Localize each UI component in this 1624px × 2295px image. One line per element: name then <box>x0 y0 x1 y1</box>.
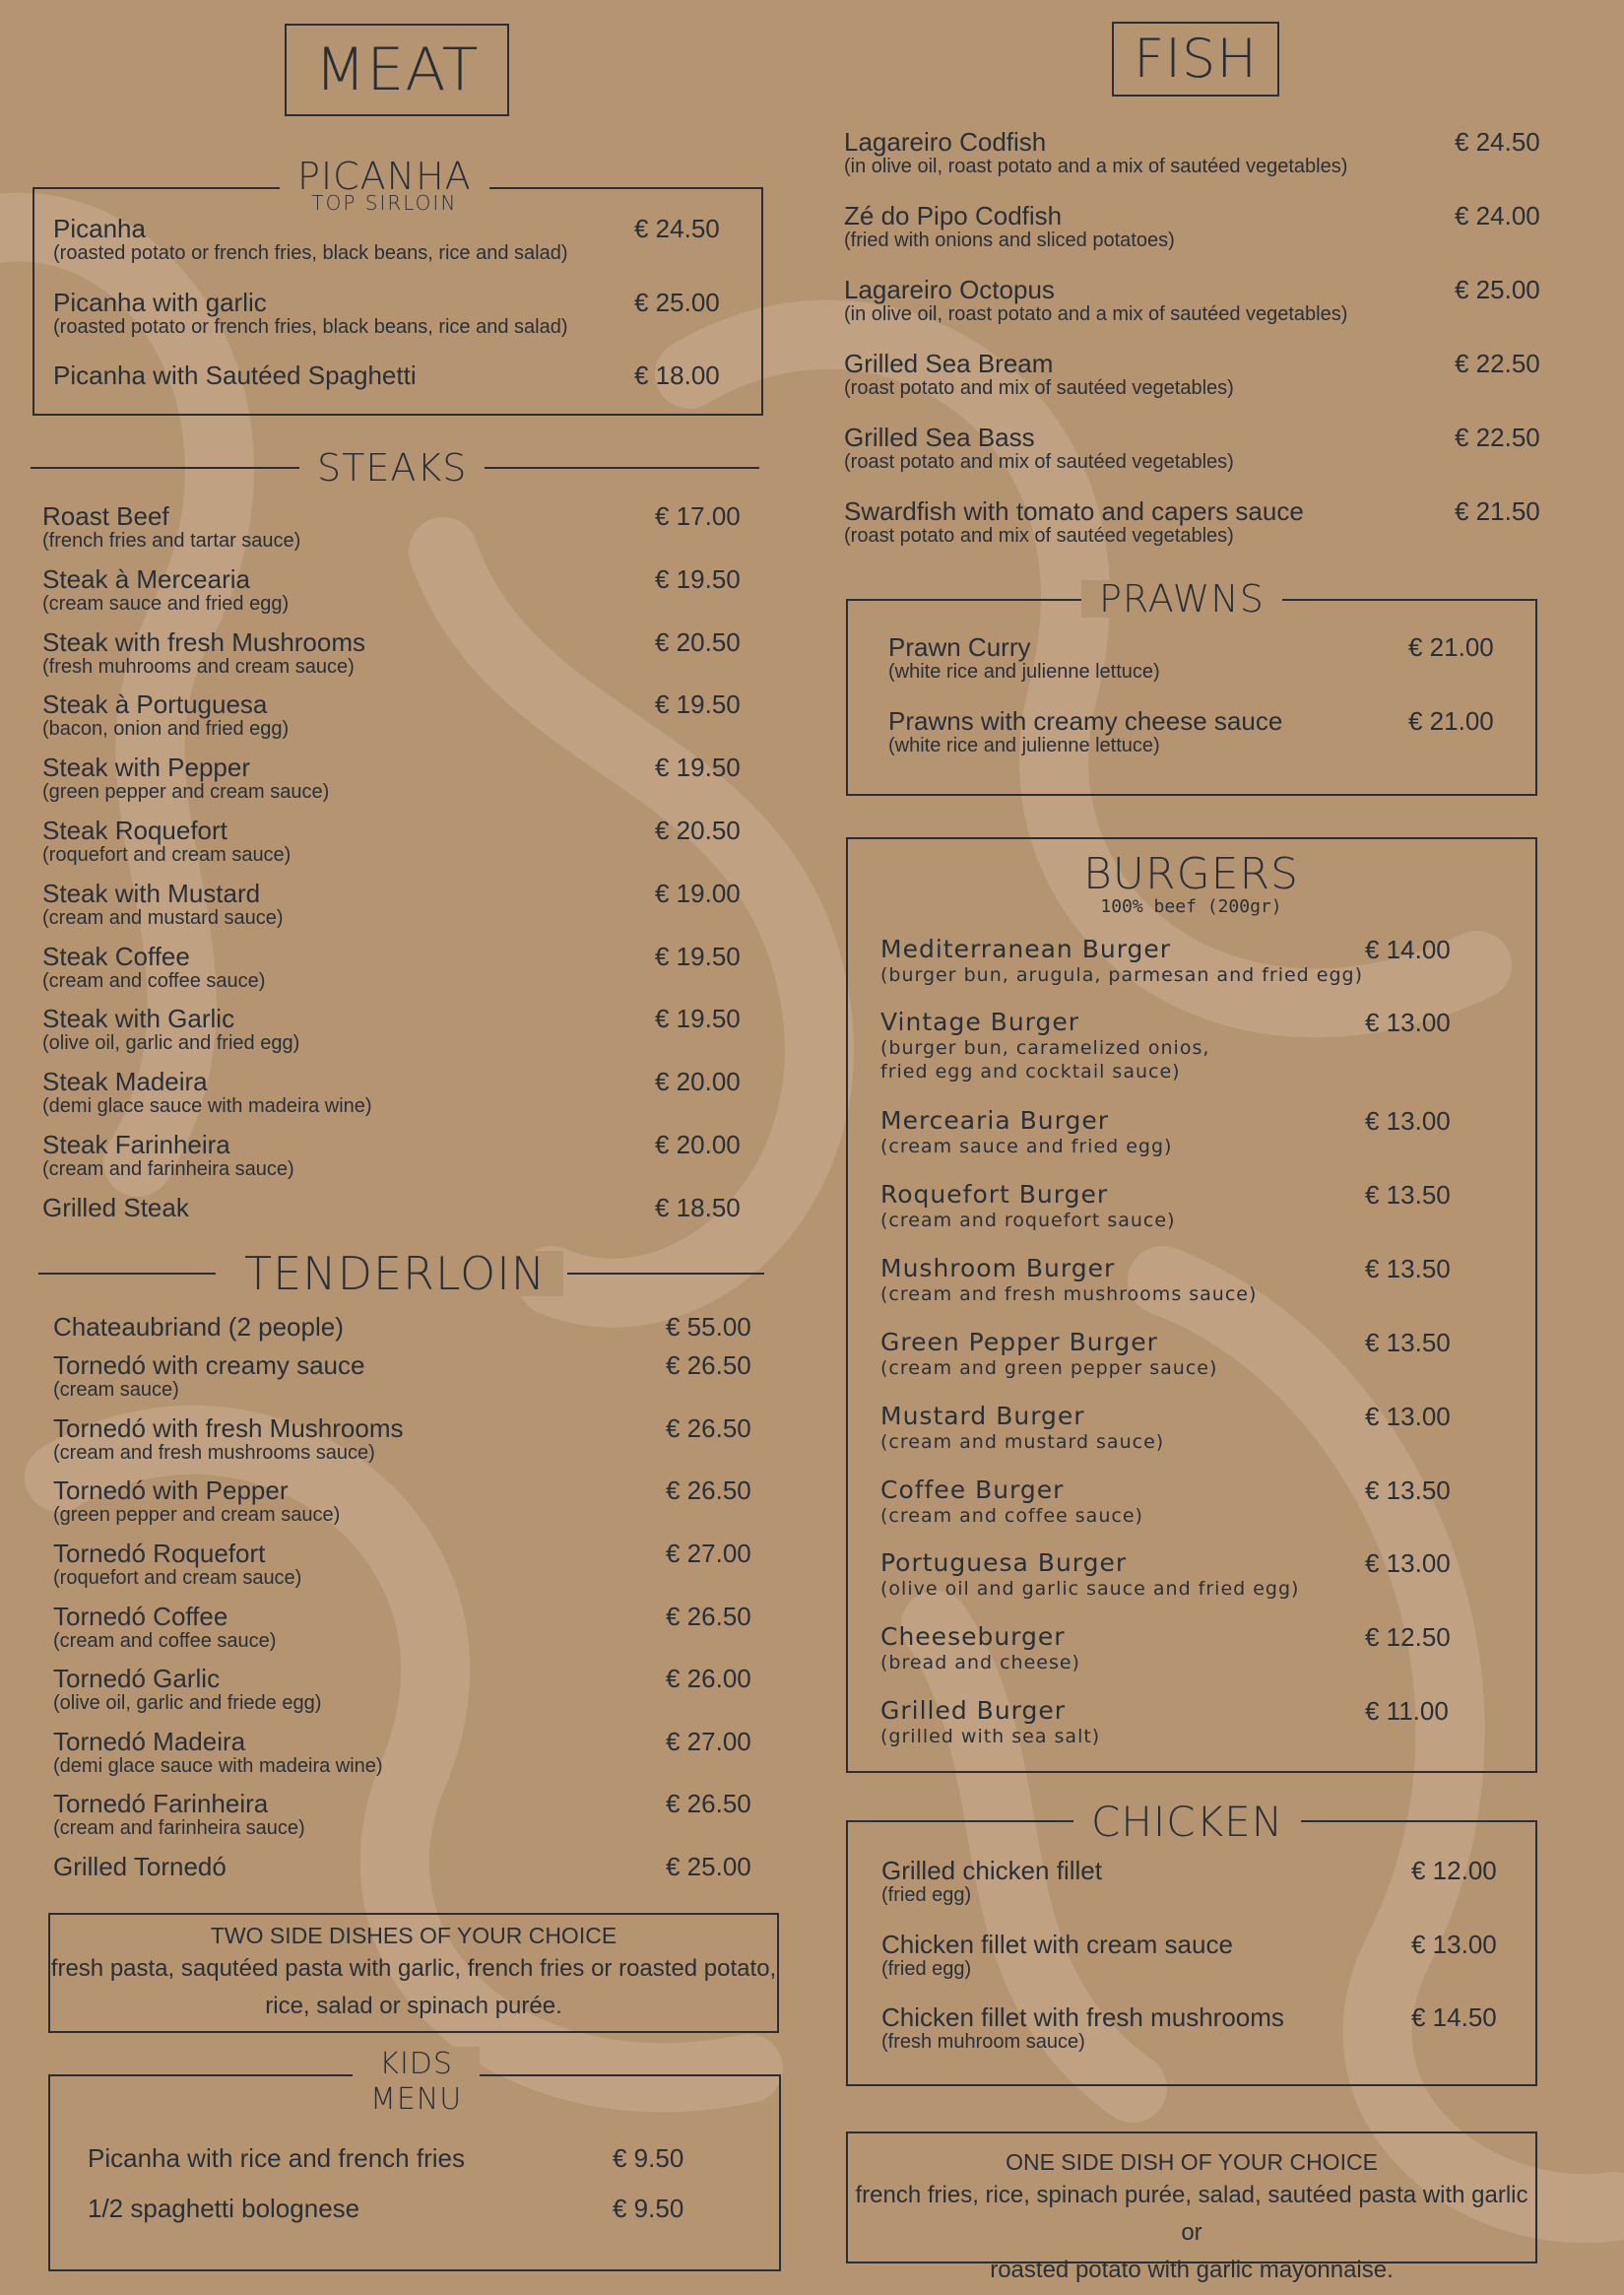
prawns-box <box>846 599 1537 796</box>
burger-item-desc: (cream and green pepper sauce) <box>880 1357 1218 1379</box>
burger-item-desc: (cream sauce and fried egg) <box>880 1136 1173 1157</box>
steak-item-price: € 20.50 <box>655 816 741 845</box>
tenderloin-item-desc: (green pepper and cream sauce) <box>53 1504 341 1526</box>
tenderloin-item-name: Tornedó Farinheira <box>53 1789 269 1818</box>
meat-sides-box <box>48 1913 779 2033</box>
kids-title-line2: MENU <box>370 2082 463 2117</box>
burgers-title-text: BURGERS <box>1083 849 1299 899</box>
chicken-title: CHICKEN <box>1073 1802 1301 1843</box>
burger-item-name: Portuguesa Burger <box>880 1548 1128 1577</box>
steak-item <box>42 1005 751 1055</box>
tenderloin-item-desc: (cream and coffee sauce) <box>53 1630 277 1652</box>
tenderloin-item <box>53 1540 762 1590</box>
fish-sides-line2: roasted potato with garlic mayonnaise. <box>990 2257 1394 2283</box>
meat-sides-line2: rice, salad or spinach purée. <box>265 1993 562 2019</box>
steak-item-price: € 18.50 <box>655 1192 741 1222</box>
kids-item-price: € 9.50 <box>613 2143 684 2173</box>
fish-item-name: Swardfish with tomato and capers sauce <box>844 496 1304 526</box>
steak-item-name: Steak with Mustard <box>42 878 261 908</box>
steak-item-desc: (cream sauce and fried egg) <box>42 592 290 615</box>
tenderloin-item-price: € 26.50 <box>666 1475 751 1505</box>
burger-item-name: Mediterranean Burger <box>880 935 1172 963</box>
tenderloin-item <box>53 1665 762 1715</box>
tenderloin-item-desc: (cream sauce) <box>53 1379 179 1401</box>
burger-item <box>880 1107 1491 1158</box>
steak-item-name: Roast Beef <box>42 501 169 531</box>
burger-item-price: € 13.50 <box>1365 1254 1451 1283</box>
tenderloin-item-name: Tornedó with fresh Mushrooms <box>53 1413 404 1443</box>
fish-item-desc: (in olive oil, roast potato and a mix of sautéed vegetables) <box>844 156 1348 177</box>
tenderloin-item-name: Tornedó Roquefort <box>53 1539 266 1568</box>
steak-item <box>42 880 751 930</box>
burger-item-name: Mercearia Burger <box>880 1106 1109 1135</box>
tenderloin-item <box>53 1603 762 1653</box>
fish-item <box>844 201 1540 252</box>
steak-item-desc: (green pepper and cream sauce) <box>42 781 330 804</box>
steak-item-desc: (bacon, onion and fried egg) <box>42 718 290 741</box>
tenderloin-item-price: € 25.00 <box>666 1852 751 1881</box>
tenderloin-item-price: € 26.50 <box>666 1789 751 1818</box>
chicken-item-price: € 12.00 <box>1411 1856 1497 1885</box>
steak-item-desc: (demi glace sauce with madeira wine) <box>42 1095 372 1118</box>
burger-item-price: € 13.00 <box>1365 1402 1451 1431</box>
meat-sides-title: TWO SIDE DISHES OF YOUR CHOICE <box>210 1923 617 1948</box>
picanha-item <box>53 361 743 389</box>
chicken-item-desc: (fried egg) <box>881 1884 972 1906</box>
steak-item-price: € 17.00 <box>655 501 741 531</box>
burger-item <box>880 1623 1491 1674</box>
burger-item <box>880 1009 1491 1083</box>
steak-item <box>42 690 751 741</box>
burger-item-desc: (burger bun, arugula, parmesan and fried egg) <box>880 964 1363 986</box>
chicken-item-name: Chicken fillet with cream sauce <box>881 1930 1233 1959</box>
fish-title: FISH <box>1112 22 1279 97</box>
burger-item-name: Roquefort Burger <box>880 1180 1109 1209</box>
prawns-item-price: € 21.00 <box>1408 706 1494 736</box>
burger-item-name: Green Pepper Burger <box>880 1328 1158 1356</box>
chicken-item-desc: (fresh muhroom sauce) <box>881 2031 1085 2053</box>
steak-item-price: € 20.00 <box>655 1130 741 1159</box>
tenderloin-item <box>53 1728 762 1778</box>
tenderloin-item-price: € 27.00 <box>666 1539 751 1568</box>
tenderloin-item <box>53 1790 762 1840</box>
picanha-subtitle: TOP SIRLOIN <box>311 191 458 215</box>
picanha-item-name: Picanha <box>53 214 146 243</box>
burger-item-name: Cheeseburger <box>880 1622 1066 1651</box>
steak-item <box>42 502 751 553</box>
burger-item-name: Coffee Burger <box>880 1475 1065 1504</box>
steak-item-desc: (cream and mustard sauce) <box>42 906 284 929</box>
tenderloin-item-name: Tornedó Coffee <box>53 1602 228 1631</box>
steak-item <box>42 1068 751 1118</box>
burger-item-price: € 13.50 <box>1365 1180 1451 1210</box>
steak-item-desc: (cream and farinheira sauce) <box>42 1158 294 1180</box>
kids-item-name: 1/2 spaghetti bolognese <box>88 2194 360 2223</box>
fish-item-price: € 24.00 <box>1455 201 1540 230</box>
tenderloin-title: TENDERLOIN <box>227 1251 563 1296</box>
burger-item <box>880 1697 1491 1748</box>
fish-item-desc: (in olive oil, roast potato and a mix of sautéed vegetables) <box>844 303 1348 325</box>
picanha-title <box>280 155 489 215</box>
picanha-item-desc: (roasted potato or french fries, black beans, rice and salad) <box>53 242 568 264</box>
kids-item <box>88 2195 718 2222</box>
fish-item-price: € 25.00 <box>1455 275 1540 304</box>
fish-item-name: Lagareiro Codfish <box>844 127 1047 157</box>
kids-title-line1: KIDS <box>379 2047 453 2081</box>
burgers-title <box>1066 849 1317 917</box>
chicken-item-desc: (fried egg) <box>881 1958 972 1980</box>
steak-item <box>42 754 751 804</box>
kids-item-price: € 9.50 <box>613 2194 684 2223</box>
steak-item-desc: (cream and coffee sauce) <box>42 969 266 992</box>
prawns-item <box>888 633 1519 684</box>
burger-item-desc: (grilled with sea salt) <box>880 1726 1101 1747</box>
steak-item-price: € 19.50 <box>655 753 741 783</box>
steak-item-price: € 19.50 <box>655 689 741 720</box>
burger-item <box>880 1181 1491 1232</box>
picanha-item-price: € 24.50 <box>634 214 720 243</box>
tenderloin-item-price: € 26.50 <box>666 1413 751 1443</box>
steak-item-price: € 20.00 <box>655 1067 741 1097</box>
prawns-item-desc: (white rice and julienne lettuce) <box>888 735 1160 756</box>
burger-item-price: € 11.00 <box>1365 1696 1449 1726</box>
tenderloin-item-desc: (olive oil, garlic and friede egg) <box>53 1692 322 1714</box>
tenderloin-item <box>53 1414 762 1465</box>
fish-sides-title: ONE SIDE DISH OF YOUR CHOICE <box>1006 2149 1378 2175</box>
fish-item <box>844 127 1540 178</box>
picanha-title-text: PICANHA <box>297 155 472 198</box>
fish-item-name: Grilled Sea Bream <box>844 349 1054 378</box>
steak-item <box>42 943 751 993</box>
fish-item-desc: (roast potato and mix of sautéed vegetables) <box>844 377 1234 399</box>
steak-item-name: Steak Farinheira <box>42 1130 230 1159</box>
kids-item-name: Picanha with rice and french fries <box>88 2143 465 2173</box>
burger-item-price: € 13.00 <box>1365 1548 1451 1578</box>
tenderloin-item-price: € 26.00 <box>666 1664 751 1693</box>
steak-item-desc: (fresh muhrooms and cream sauce) <box>42 655 355 678</box>
steak-item-price: € 19.00 <box>655 878 741 908</box>
tenderloin-item <box>53 1351 762 1402</box>
steak-item <box>42 1131 751 1181</box>
tenderloin-item-price: € 55.00 <box>666 1312 751 1342</box>
picanha-item <box>53 215 743 265</box>
meat-sides-line1: fresh pasta, saqutéed pasta with garlic, french fries or roasted potato, <box>50 1955 777 1982</box>
tenderloin-item <box>53 1476 762 1527</box>
tenderloin-item-desc: (demi glace sauce with madeira wine) <box>53 1755 383 1777</box>
steak-item-name: Grilled Steak <box>42 1192 189 1222</box>
chicken-item <box>881 2003 1502 2054</box>
meat-title: MEAT <box>285 24 509 116</box>
burger-item-name: Grilled Burger <box>880 1696 1067 1725</box>
picanha-item-price: € 18.00 <box>634 361 720 390</box>
steak-item <box>42 565 751 616</box>
fish-item-price: € 22.50 <box>1455 423 1540 452</box>
fish-item-desc: (roast potato and mix of sautéed vegetables) <box>844 451 1234 473</box>
steak-item-name: Steak Coffee <box>42 941 190 971</box>
tenderloin-item-desc: (cream and farinheira sauce) <box>53 1817 305 1839</box>
burger-item-price: € 12.50 <box>1365 1622 1451 1652</box>
burger-item-desc: (burger bun, caramelized onios, fried egg and cocktail sauce) <box>880 1037 1210 1082</box>
fish-sides-box <box>846 2131 1537 2283</box>
steak-item-name: Steak with fresh Mushrooms <box>42 626 366 657</box>
fish-item <box>844 496 1540 548</box>
chicken-item <box>881 1857 1502 1907</box>
fish-item-desc: (roast potato and mix of sautéed vegetables) <box>844 525 1234 547</box>
tenderloin-item-price: € 26.50 <box>666 1602 751 1631</box>
burger-item <box>880 1329 1491 1380</box>
burger-item-name: Mustard Burger <box>880 1402 1085 1430</box>
burger-item-price: € 13.50 <box>1365 1475 1451 1505</box>
burgers-subtitle: 100% beef (200gr) <box>1100 896 1282 917</box>
fish-item-name: Grilled Sea Bass <box>844 423 1035 452</box>
fish-sides-line1: french fries, rice, spinach purée, salad, sautéed pasta with garlic or <box>855 2182 1528 2246</box>
picanha-item-name: Picanha with Sautéed Spaghetti <box>53 361 417 390</box>
tenderloin-item-name: Tornedó with creamy sauce <box>53 1350 365 1380</box>
chicken-item-name: Chicken fillet with fresh mushrooms <box>881 2002 1284 2032</box>
burger-item-price: € 13.00 <box>1365 1008 1451 1037</box>
burger-item <box>880 1403 1491 1454</box>
burger-item <box>880 1549 1491 1601</box>
fish-item-price: € 22.50 <box>1455 349 1540 378</box>
burger-item-desc: (cream and coffee sauce) <box>880 1505 1143 1527</box>
steak-item-name: Steak Madeira <box>42 1067 208 1097</box>
fish-item <box>844 423 1540 474</box>
tenderloin-item-name: Tornedó Madeira <box>53 1727 246 1756</box>
tenderloin-item-name: Tornedó with Pepper <box>53 1475 289 1505</box>
burger-item-price: € 14.00 <box>1365 935 1451 964</box>
steak-item-price: € 19.50 <box>655 1004 741 1034</box>
steak-item-desc: (olive oil, garlic and fried egg) <box>42 1032 300 1055</box>
steak-item-name: Steak with Garlic <box>42 1004 235 1034</box>
steak-item-name: Steak à Mercearia <box>42 563 250 594</box>
burger-item-desc: (cream and fresh mushrooms sauce) <box>880 1283 1258 1305</box>
prawns-item-price: € 21.00 <box>1408 632 1494 662</box>
burger-item <box>880 1255 1491 1306</box>
fish-item <box>844 349 1540 400</box>
steak-item <box>42 817 751 867</box>
chicken-item <box>881 1931 1502 1981</box>
steak-item-name: Steak à Portuguesa <box>42 689 268 720</box>
steak-item-price: € 20.50 <box>655 626 741 657</box>
chicken-item-price: € 14.50 <box>1411 2002 1497 2032</box>
steaks-title: STEAKS <box>299 449 485 487</box>
steak-item-name: Steak Roquefort <box>42 816 227 845</box>
tenderloin-item-name: Grilled Tornedó <box>53 1852 227 1881</box>
fish-item-name: Zé do Pipo Codfish <box>844 201 1063 230</box>
picanha-item-price: € 25.00 <box>634 288 720 317</box>
tenderloin-item-price: € 27.00 <box>666 1727 751 1756</box>
kids-title <box>353 2047 480 2118</box>
steak-item-desc: (french fries and tartar sauce) <box>42 530 301 552</box>
fish-item-price: € 21.50 <box>1455 496 1540 526</box>
tenderloin-item-desc: (roquefort and cream sauce) <box>53 1567 302 1589</box>
steak-item-price: € 19.50 <box>655 563 741 594</box>
picanha-item-name: Picanha with garlic <box>53 288 267 317</box>
burger-item <box>880 1476 1491 1528</box>
tenderloin-rule-left <box>38 1273 216 1275</box>
prawns-item-name: Prawns with creamy cheese sauce <box>888 706 1283 736</box>
tenderloin-item-name: Tornedó Garlic <box>53 1664 221 1693</box>
steak-item-price: € 19.50 <box>655 941 741 971</box>
steak-item <box>42 628 751 679</box>
picanha-item <box>53 289 743 339</box>
fish-item-price: € 24.50 <box>1455 127 1540 157</box>
chicken-item-name: Grilled chicken fillet <box>881 1856 1102 1885</box>
tenderloin-item <box>53 1853 762 1880</box>
tenderloin-rule-right <box>567 1273 764 1275</box>
steak-item-desc: (roquefort and cream sauce) <box>42 844 292 866</box>
steak-item <box>42 1194 751 1221</box>
burger-item-price: € 13.50 <box>1365 1328 1451 1357</box>
burger-item-name: Mushroom Burger <box>880 1254 1116 1282</box>
prawns-item-desc: (white rice and julienne lettuce) <box>888 661 1160 683</box>
tenderloin-item-desc: (cream and fresh mushrooms sauce) <box>53 1442 375 1464</box>
fish-item-desc: (fried with onions and sliced potatoes) <box>844 230 1175 251</box>
burger-item-price: € 13.00 <box>1365 1106 1451 1136</box>
burger-item-desc: (cream and mustard sauce) <box>880 1431 1165 1453</box>
fish-item <box>844 275 1540 326</box>
tenderloin-item-price: € 26.50 <box>666 1350 751 1380</box>
tenderloin-item <box>53 1313 762 1341</box>
fish-item-name: Lagareiro Octopus <box>844 275 1055 304</box>
burger-item-desc: (olive oil and garlic sauce and fried egg) <box>880 1578 1300 1600</box>
kids-item <box>88 2144 718 2172</box>
chicken-item-price: € 13.00 <box>1411 1930 1497 1959</box>
burger-item-name: Vintage Burger <box>880 1008 1080 1036</box>
prawns-item-name: Prawn Curry <box>888 632 1031 662</box>
burger-item-desc: (cream and roquefort sauce) <box>880 1210 1176 1231</box>
tenderloin-item-name: Chateaubriand (2 people) <box>53 1312 344 1342</box>
burger-item <box>880 936 1491 987</box>
steak-item-name: Steak with Pepper <box>42 753 251 783</box>
burger-item-desc: (bread and cheese) <box>880 1652 1080 1673</box>
prawns-item <box>888 707 1519 757</box>
picanha-item-desc: (roasted potato or french fries, black beans, rice and salad) <box>53 316 568 338</box>
prawns-title: PRAWNS <box>1081 580 1282 618</box>
